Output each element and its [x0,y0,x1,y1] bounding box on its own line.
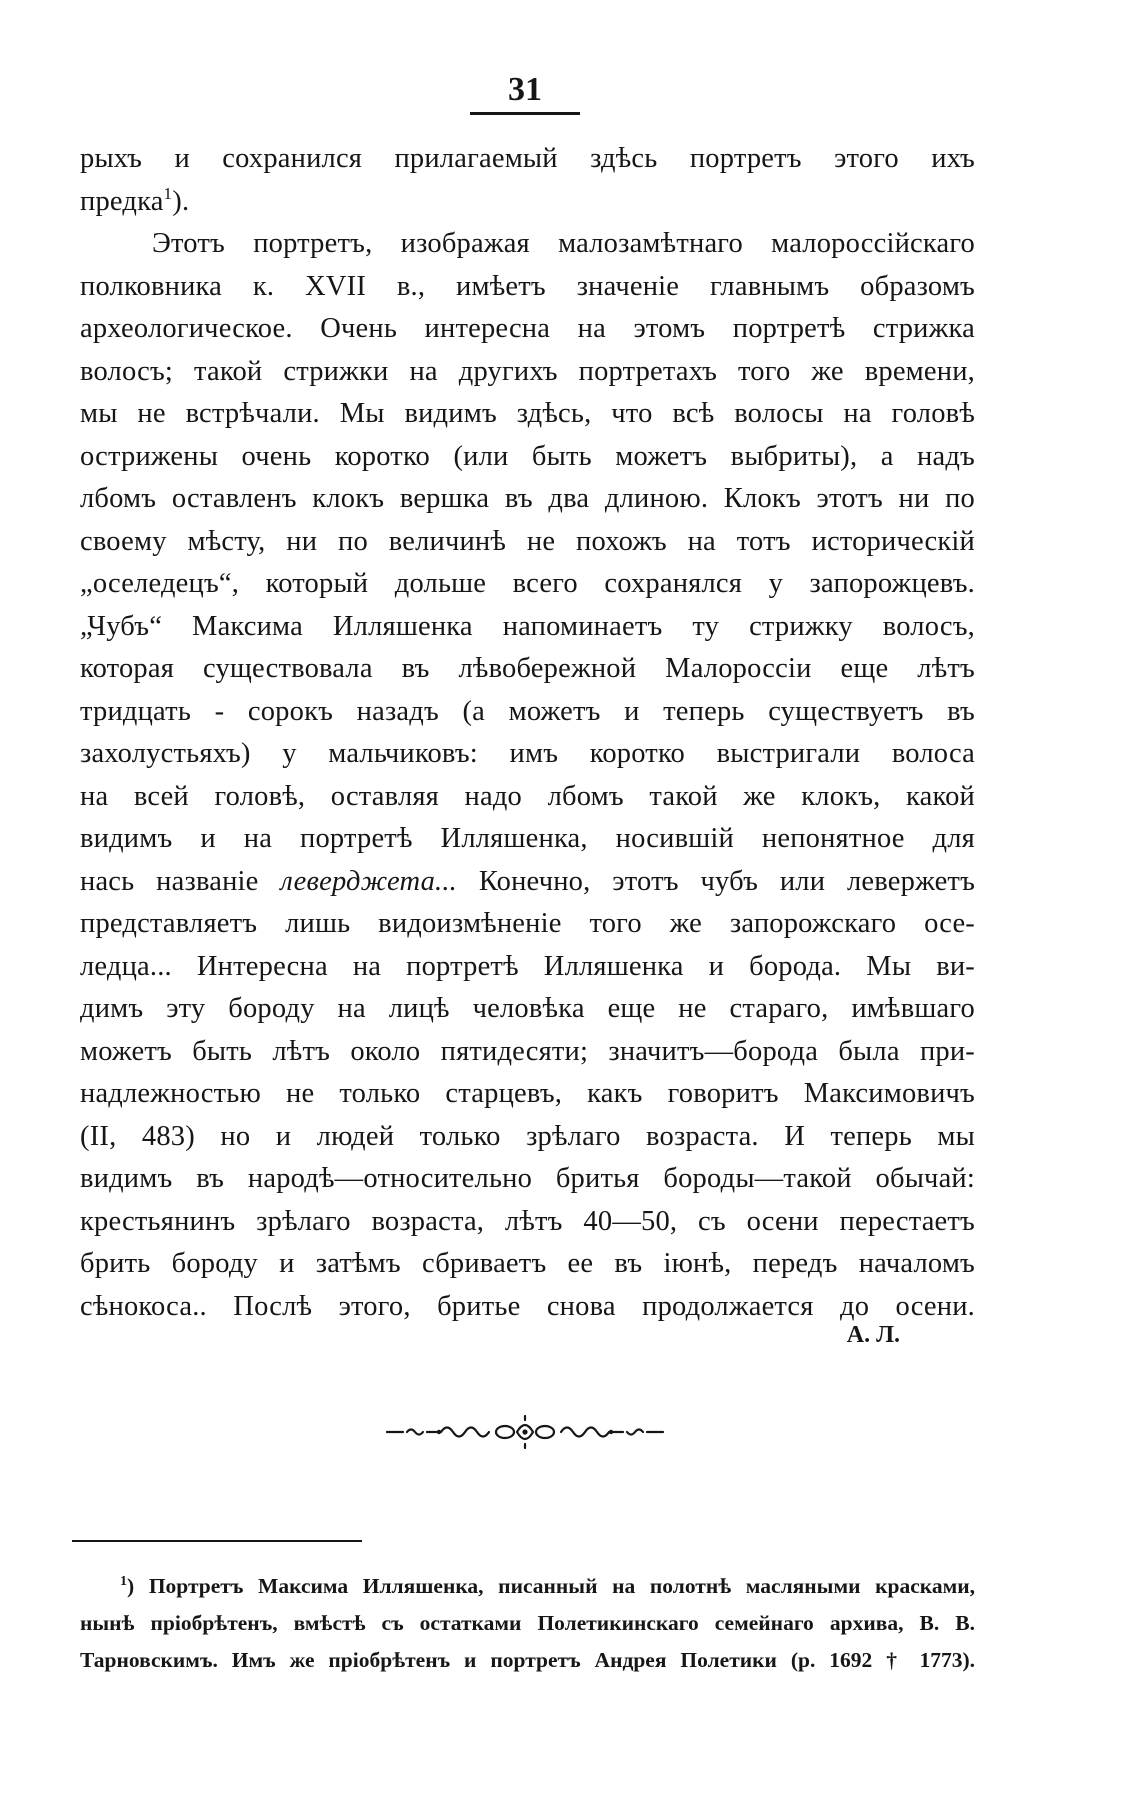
text-line: острижены очень коротко (или быть можетъ выбриты), а надъ [80,440,975,472]
footnote-line: нынѣ пріобрѣтенъ, вмѣстѣ съ остатками Полетикинскаго семейнаго архива, В. В. [80,1611,975,1635]
italic-term: леверджета... [280,865,458,897]
text-line: димъ эту бороду на лицѣ человѣка еще не стараго, имѣвшаго [80,993,975,1024]
text-line: надлежностью не только старцевъ, какъ говоритъ Максимовичъ [80,1078,975,1109]
footnote-mark-paren: ) [127,1574,135,1598]
text-line: на всей головѣ, оставляя надо лбомъ такой же клокъ, какой [80,780,975,812]
text-line [80,861,975,904]
footnote-reference[interactable]: 1 [163,183,173,203]
text-line: тридцать - сорокъ назадъ (а можетъ и теперь существуетъ въ [80,695,975,727]
text-line: лбомъ оставленъ клокъ вершка въ два длиною. Клокъ этотъ ни по [80,483,975,514]
closing-parenthesis: ). [172,185,190,217]
text-line: можетъ быть лѣтъ около пятидесяти; значитъ—борода была при- [80,1035,975,1067]
text-line: археологическое. Очень интересна на этомъ портретѣ стрижка [80,313,975,344]
ornament-divider-icon [385,1412,665,1450]
footnote-separator [72,1540,362,1542]
text-line: рыхъ и сохранился прилагаемый здѣсь портретъ этого ихъ [80,143,975,174]
text-line: ледца... Интересна на портретѣ Илляшенка и борода. Мы ви- [80,950,975,982]
text-line: „Чубъ“ Максима Илляшенка напоминаетъ ту стрижку волосъ, [80,610,975,642]
footnote-text: Портретъ Максима Илляшенка, писанный на полотнѣ масляными красками, [148,1574,975,1598]
footnote-line: Тарновскимъ. Имъ же пріобрѣтенъ и портретъ Андрея Полетики (р. 1692 † 1773). [80,1648,975,1672]
text-line [80,181,975,224]
paragraph-first-line: Этотъ портретъ, изображая малозамѣтнаго малороссійскаго [152,228,975,259]
author-signature: А. Л. [846,1322,900,1348]
footnote-mark: 1 [120,1574,127,1589]
text-line-content: предка [80,185,164,217]
text-line: которая существовала въ лѣвобережной Малороссіи еще лѣтъ [80,653,975,684]
text-line-content: Конечно, этотъ чубъ или левержетъ [478,865,976,897]
text-line: сѣнокоса.. Послѣ этого, бритье снова продолжается до осени. [80,1290,975,1322]
footnote-line [80,1568,975,1605]
text-line: видимъ въ народѣ—относительно бритья бороды—такой обычай: [80,1163,975,1194]
text-line: „оселедецъ“, который дольше всего сохранялся у запорожцевъ. [80,568,975,599]
text-line: своему мѣсту, ни по величинѣ не похожъ на тотъ историческій [80,525,975,557]
page-number: 31 [470,70,580,115]
text-line: волосъ; такой стрижки на другихъ портретахъ того же времени, [80,355,975,387]
text-line: (II, 483) но и людей только зрѣлаго возраста. И теперь мы [80,1120,975,1152]
article-text [80,138,975,1328]
text-line: представляетъ лишь видоизмѣненіе того же запорожскаго осе- [80,908,975,939]
text-line: мы не встрѣчали. Мы видимъ здѣсь, что всѣ волосы на головѣ [80,398,975,429]
text-line: брить бороду и затѣмъ сбриваетъ ее въ іюнѣ, передъ началомъ [80,1248,975,1279]
text-line-content: нась названіе [80,865,259,897]
text-line: крестьянинъ зрѣлаго возраста, лѣтъ 40—50, съ осени перестаетъ [80,1205,975,1237]
text-line: захолустьяхъ) у мальчиковъ: имъ коротко выстригали волоса [80,738,975,769]
footnotes [80,1568,975,1679]
text-line: видимъ и на портретѣ Илляшенка, носившій непонятное для [80,823,975,854]
text-line: полковника к. XVII в., имѣетъ значеніе главнымъ образомъ [80,270,975,302]
